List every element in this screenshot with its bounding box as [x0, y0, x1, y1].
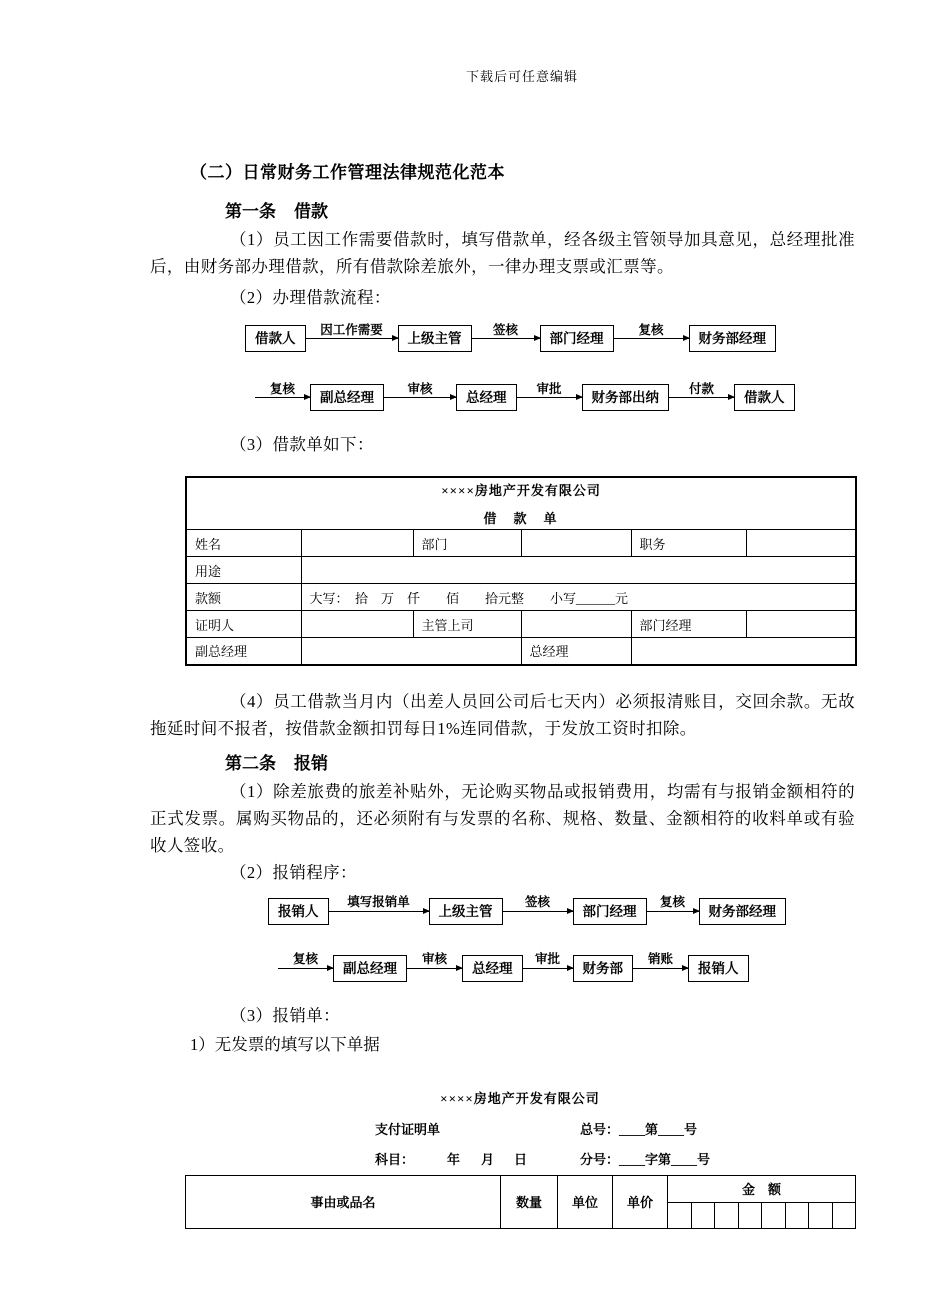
flow-arrow — [647, 895, 699, 925]
witness-value-cell — [301, 611, 413, 638]
amount-digit-cell — [762, 1202, 786, 1228]
payment-date-day: 日 — [514, 1151, 528, 1167]
item-column-header: 事由或品名 — [186, 1175, 501, 1228]
payment-table-header-row — [186, 1175, 856, 1202]
flow-arrow — [329, 895, 429, 925]
flow-arrow-label: 销账 — [647, 952, 674, 966]
position-value-cell — [746, 530, 856, 557]
right-arrow-icon — [384, 397, 456, 398]
flow-arrow-label: 审批 — [534, 952, 561, 966]
article2-para4: 1）无发票的填写以下单据 — [190, 1034, 380, 1054]
right-arrow-icon — [669, 397, 734, 398]
flow-box-vice-gm: 副总经理 — [310, 384, 384, 411]
flow-arrow-label: 填写报销单 — [347, 895, 410, 909]
payment-subject-line — [185, 1143, 855, 1173]
article2-number: 第二条 — [225, 753, 276, 773]
flow-arrow-label: 审批 — [536, 381, 562, 396]
flow-arrow — [633, 952, 688, 982]
loan-form-row-amount — [186, 584, 856, 611]
supervisor-value-cell — [521, 611, 631, 638]
flow-box-dept-manager: 部门经理 — [573, 898, 647, 925]
unit-column-header: 单位 — [558, 1175, 613, 1228]
loan-form-header-row — [186, 477, 856, 530]
watermark-text: 下载后可任意编辑 — [465, 69, 578, 84]
gm-value-cell — [631, 638, 856, 665]
flow-arrow — [384, 381, 456, 411]
flow-arrow — [503, 895, 573, 925]
article1-number: 第一条 — [225, 202, 276, 221]
dept-manager-label: 部门经理 — [631, 611, 746, 638]
flow-box-borrower: 借款人 — [245, 325, 306, 352]
flow-arrow — [255, 381, 310, 411]
payment-title-line — [185, 1113, 855, 1143]
flow-box-superior: 上级主管 — [398, 325, 472, 352]
flow-arrow-label: 签核 — [492, 322, 519, 337]
flow-box-dept-manager: 部门经理 — [540, 325, 614, 352]
flow-arrow-label: 审核 — [421, 952, 448, 966]
right-arrow-icon — [614, 338, 689, 339]
article2-para2: （2）报销程序： — [230, 862, 357, 882]
right-arrow-icon — [255, 397, 310, 398]
flow-box-vice-gm: 副总经理 — [333, 955, 407, 982]
flow-arrow — [278, 952, 333, 982]
article1-subject: 借款 — [294, 202, 328, 221]
loan-form-row-name — [186, 530, 856, 557]
payment-subject-label: 科目： — [375, 1151, 415, 1167]
amount-column-header: 金 额 — [668, 1175, 856, 1202]
witness-label: 证明人 — [186, 611, 301, 638]
flow-box-finance-manager: 财务部经理 — [689, 325, 777, 352]
flow-box-finance-dept: 财务部 — [573, 955, 634, 982]
flow-arrow — [472, 322, 540, 352]
article2-para3: （3）报销单： — [230, 1005, 341, 1025]
article2-heading — [225, 749, 855, 774]
payment-form-table — [185, 1175, 856, 1229]
flow-box-claimant: 报销人 — [268, 898, 329, 925]
flow-arrow-label: 复核 — [659, 895, 686, 909]
doc-title: （二）日常财务工作管理法律规范化范本 — [190, 163, 505, 182]
flow-arrow-label: 因工作需要 — [320, 322, 383, 337]
vice-gm-label: 副总经理 — [186, 638, 301, 665]
gm-label: 总经理 — [521, 638, 631, 665]
vice-gm-value-cell — [301, 638, 521, 665]
right-arrow-icon — [472, 338, 540, 339]
payment-serial-branch: 分号：____字第____号 — [580, 1151, 711, 1167]
position-label: 职务 — [631, 530, 746, 557]
flow-arrow-label: 复核 — [292, 952, 319, 966]
article1-heading — [225, 197, 855, 222]
purpose-value-cell — [301, 557, 856, 584]
flow-arrow — [306, 322, 398, 352]
payment-title: 支付证明单 — [375, 1121, 441, 1137]
dept-label: 部门 — [413, 530, 521, 557]
loan-form-row-witness — [186, 611, 856, 638]
loan-form-company: ××××房地产开发有限公司 — [441, 483, 601, 498]
supervisor-label: 主管上司 — [413, 611, 521, 638]
payment-company: ××××房地产开发有限公司 — [440, 1090, 600, 1106]
flow-box-superior: 上级主管 — [429, 898, 503, 925]
flow-arrow — [669, 381, 734, 411]
loan-form-row-approvers — [186, 638, 856, 665]
amount-digit-cell — [832, 1202, 856, 1228]
flow-arrow-label: 付款 — [688, 381, 715, 396]
dept-manager-value-cell — [746, 611, 856, 638]
reimburse-flow-row1 — [268, 895, 855, 925]
amount-digit-cell — [738, 1202, 762, 1228]
dept-value-cell — [521, 530, 631, 557]
purpose-label: 用途 — [186, 557, 301, 584]
right-arrow-icon — [278, 968, 333, 969]
flow-box-cashier: 财务部出纳 — [582, 384, 670, 411]
right-arrow-icon — [503, 911, 573, 912]
loan-form-title: 借 款 单 — [483, 511, 559, 526]
flow-arrow-label: 审核 — [407, 381, 433, 396]
quantity-column-header: 数量 — [501, 1175, 558, 1228]
flow-arrow-label: 签核 — [524, 895, 551, 909]
document-content — [150, 158, 855, 1229]
amount-digit-cell — [785, 1202, 809, 1228]
payment-serial-total: 总号：____第____号 — [580, 1121, 698, 1137]
right-arrow-icon — [407, 968, 462, 969]
flow-arrow-label: 复核 — [638, 322, 664, 337]
amount-digit-cell — [668, 1202, 692, 1228]
article2-para1: （1）除差旅费的旅差补贴外，无论购买物品或报销费用，均需有与报销金额相符的正式发票。属购买物品的，还必须附有与发票的名称、规格、数量、金额相符的收料单或有验收人签收。 — [150, 781, 855, 855]
flow-arrow-label: 复核 — [269, 381, 296, 396]
payment-form-header — [185, 1088, 855, 1173]
reimburse-flow-row2 — [278, 952, 855, 982]
flow-box-claimant-end: 报销人 — [688, 955, 749, 982]
loan-form-table — [185, 476, 857, 666]
article1-para2: （2）办理借款流程： — [230, 288, 391, 307]
right-arrow-icon — [329, 911, 429, 912]
right-arrow-icon — [633, 968, 688, 969]
right-arrow-icon — [647, 911, 699, 912]
right-arrow-icon — [306, 338, 398, 339]
amount-digit-cell — [691, 1202, 715, 1228]
name-value-cell — [301, 530, 413, 557]
flow-arrow — [517, 381, 582, 411]
right-arrow-icon — [517, 397, 582, 398]
amount-label: 款额 — [186, 584, 301, 611]
flow-arrow — [614, 322, 689, 352]
flow-arrow — [407, 952, 462, 982]
flow-box-gm: 总经理 — [456, 384, 517, 411]
article2-subject: 报销 — [294, 753, 328, 773]
amount-digit-cell — [715, 1202, 739, 1228]
unit-price-column-header: 单价 — [613, 1175, 668, 1228]
article1-para4: （4）员工借款当月内（出差人员回公司后七天内）必须报清账目，交回余款。无故拖延时间不报者，按借款金额扣罚每日1%连同借款，于发放工资时扣除。 — [150, 691, 855, 738]
loan-flow-row1 — [245, 322, 855, 352]
article1-para1: （1）员工因工作需要借款时，填写借款单，经各级主管领导加具意见，总经理批准后，由财务部办理借款，所有借款除差旅外，一律办理支票或汇票等。 — [150, 230, 855, 276]
payment-date-year: 年 — [447, 1151, 461, 1167]
payment-date-month: 月 — [481, 1151, 495, 1167]
right-arrow-icon — [523, 968, 573, 969]
amount-digit-cell — [809, 1202, 833, 1228]
amount-value-cell: 大写： 拾 万 仟 佰 拾元整 小写______元 — [301, 584, 856, 611]
loan-form-header-cell — [186, 477, 856, 530]
flow-box-gm: 总经理 — [462, 955, 523, 982]
article1-para3: （3）借款单如下： — [230, 435, 374, 454]
flow-arrow — [523, 952, 573, 982]
name-label: 姓名 — [186, 530, 301, 557]
flow-box-finance-manager: 财务部经理 — [699, 898, 787, 925]
loan-flow-row2 — [255, 381, 855, 411]
flow-box-borrower-end: 借款人 — [734, 384, 795, 411]
loan-form-row-purpose — [186, 557, 856, 584]
